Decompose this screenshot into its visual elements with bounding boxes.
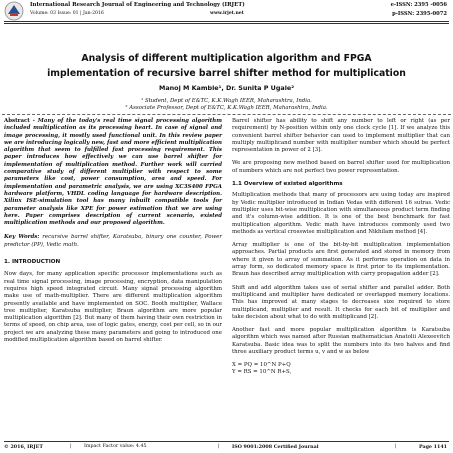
affiliation-1: ¹ Student, Dept of E&TC, K.K.Wagh IEER, Maharashtra, India. (141, 98, 312, 104)
footer-separator: | (218, 444, 220, 449)
footer-separator: | (395, 444, 397, 449)
irjet-logo-icon (4, 1, 24, 21)
paragraph: Barrel shifter has ability to shift any number to left or right (as per requirement) by N-position within only one clock cycle [1]. If we analyze this convenient barrel shifter behavior can used to implement multiplier that can multiply multiplicand number with multiplier number which should be perfect representation in power of 2 [3]. (232, 118, 450, 154)
journal-header (0, 0, 453, 22)
e-issn: e-ISSN: 2395 -0056 (390, 2, 447, 8)
intro-paragraph: Now days, for many application specific processor implementations such as real time signal processing, image processing, encryption, data manipulation requires high speed integrated circuit. Many signal processing algorithm make use of math-multiplier. There are different multiplication algorithm presently available and have implemented on SOC. Booth multiplier, Wallace tree multiplier, Karatsuba multiplier, Braun algorithm are more popular multiplication algorithm [2]. But many of them having their own restriction in terms of speed, on chip area, use of logic gates, energy, cost per cell, so in our project we are analyzing these many parameters and going to introduced one modified multiplication algorithm based on barrel shifter. (4, 271, 222, 344)
paragraph: We are proposing new method based on barrel shifter used for multiplication of numbers which are not perfect two power representation. (232, 160, 450, 174)
footer-rule (4, 441, 449, 442)
p-issn: p-ISSN: 2395-0072 (392, 11, 447, 17)
intro-heading: 1. INTRODUCTION (4, 259, 61, 266)
header-rule (4, 23, 449, 24)
keywords-text: recursive barrel shifter, Karatsuba, binary one counter, Power predictor (PP), Vedic math. (4, 234, 222, 248)
left-column (4, 118, 222, 350)
footer-iso: ISO 9001:2008 Certified Journal (232, 444, 319, 450)
keywords (4, 234, 222, 249)
footer-page-number: Page 1141 (418, 444, 447, 450)
page-footer (0, 441, 453, 453)
paragraph: Array multiplier is one of the bit-by-bit multiplication implementation approaches. Partial products are first generated and stored in memory from where it given to array of summation. As it performs operation on data in array form, so dedicated memory space is first prior to its implementation. Braun has described array multiplication with carry propagation adder [2]. (232, 242, 450, 278)
header-rule (4, 21, 449, 22)
paper-title-line-1: Analysis of different multiplication algorithm and FPGA (81, 53, 372, 64)
equation: X = PQ = 10^N P+Q (232, 362, 291, 369)
right-column (232, 118, 450, 375)
paragraph: Another fast and more popular multiplication algorithm is Karatsuba algorithm which was named after Russian mathematician Anatolii Alexeevitch Karatsuba. Basic idea was to split the numbers into its two halves and find three auxiliary product terms u, v and w as below (232, 327, 450, 356)
paragraph: Multiplication methods that many of processors are using today are inspired by Vedic multiplier introduced in Indian Vedas with different 16 sutras. Vedic multiplier uses bit-wise multiplication with simultaneous product term finding and it's column-wise addition. It is one of the best benchmark for fast multiplication algorithm. Vedic math have introduces commonly used two methods as vertical crosswise multiplication and Nikhilam method [4]. (232, 192, 450, 235)
journal-name: International Research Journal of Engineering and Technology (IRJET) (30, 2, 245, 8)
footer-separator: | (70, 444, 72, 449)
paragraph: Shift and add algorithm takes use of serial shifter and parallel adder. Both multiplicand and multiplier have dedicated or overlapped memory locations. This has improved at many stages to decreases size required to store multiplicand, multiplier and result. It checks for each bit of multiplier and take decision about what to do with multiplicand [2]. (232, 284, 450, 320)
abstract (4, 118, 222, 227)
affiliation-2: ² Associate Professor, Dept of E&TC, K.K.Wagh IEER, Maharashtra, India. (125, 105, 328, 111)
abstract-label: Abstract (4, 118, 30, 124)
footer-impact-factor: Impact Factor value: 4.45 (84, 444, 147, 449)
paper-authors: Manoj M Kamble¹, Dr. Sunita P Ugale² (158, 84, 295, 92)
volume-issue: Volume: 03 Issue: 01 | Jan-2016 (30, 11, 104, 16)
section-divider (2, 114, 451, 115)
keywords-label: Key Words: (4, 234, 40, 241)
footer-copyright: © 2016, IRJET (4, 444, 43, 450)
journal-website: www.irjet.net (210, 11, 244, 16)
abstract-text: - Many of the today's real time signal processing algorithm included multiplication as its processing heart. In case of signal and image processing, it mostly used functional unit. In this review paper we are introducing logically new, fast and more efficient multiplication algorithm that seem to fulfilled fast processing requirement. This paper introduces how effectively we can use barrel shifter for implementation of multiplication method. Further work will carried comparative study of different multiplier with respect to some parameters like cost, power consumption, area and speed. For implementation and parametric analysis, we are using XC3S400 FPGA hardware platform, VHDL coding language for hardware description. Xilinx ISE-simulation tool has many inbuilt compatible tools for parameter analysis like XPE for power estimation that we are using here. Paper comprises description of current scenario, existed multiplication methods and our proposed algorithm. (4, 118, 222, 227)
subsection-heading: 1.1 Overview of existed algorithms (232, 181, 343, 188)
equation: Y = RS = 10^N R+S, (232, 368, 292, 375)
paper-title-line-2: implementation of recursive barrel shifter method for multiplication (47, 68, 406, 79)
